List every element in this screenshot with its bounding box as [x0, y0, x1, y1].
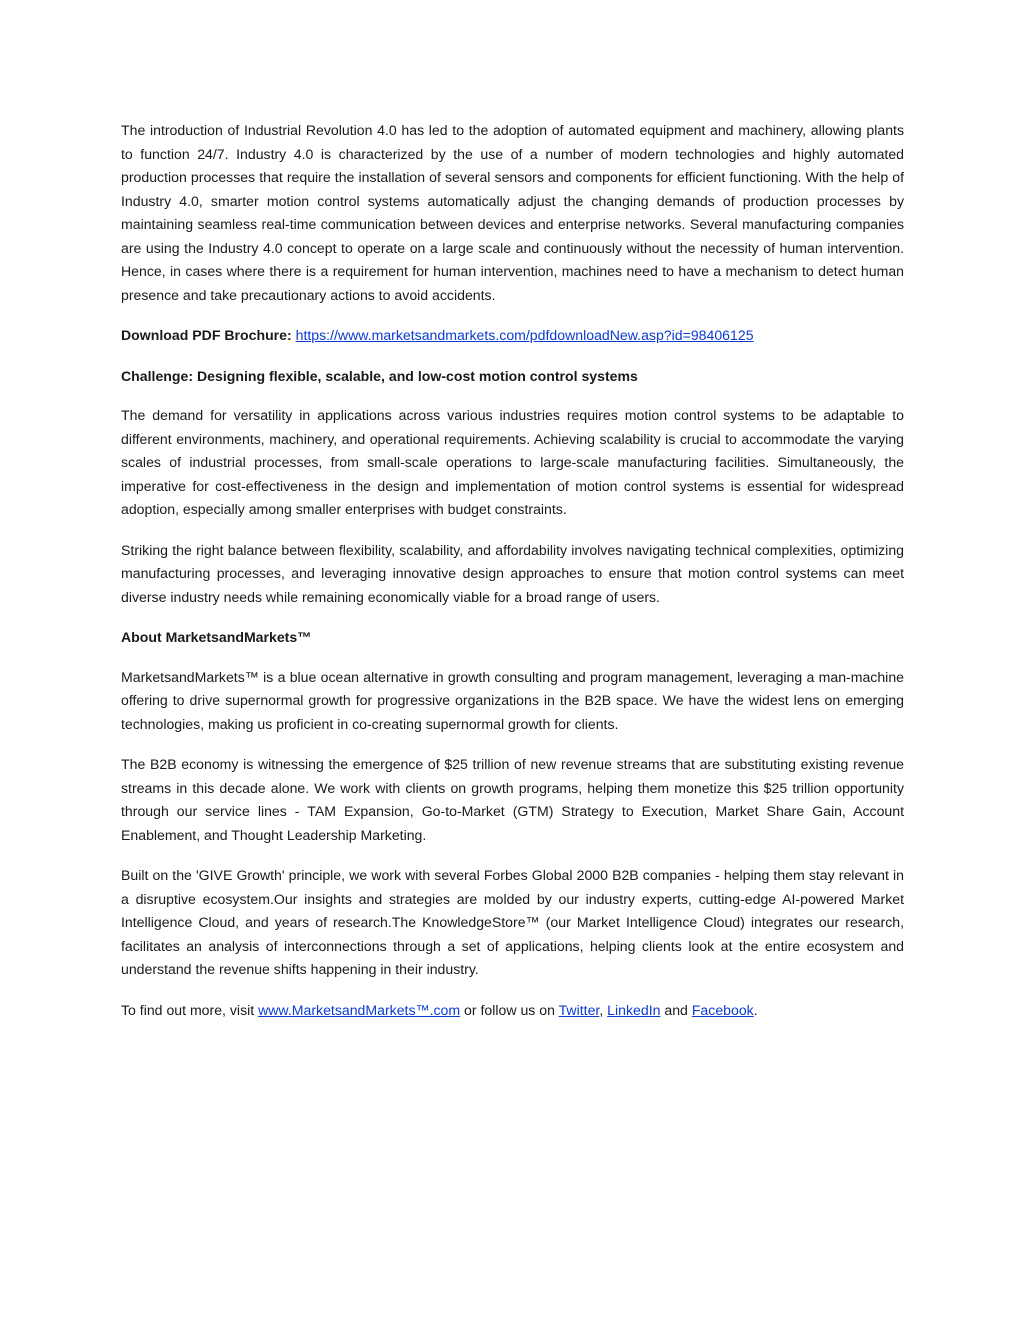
intro-paragraph: The introduction of Industrial Revolution 4.0 has led to the adoption of automated equipment and machinery, allowing plants to function 24/7. Industry 4.0 is characterized by the use of a number of modern technologies and highly automated production processes that require the installation of several sensors and components for efficient functioning. With the help of Industry 4.0, smarter motion control systems automatically adjust the changing demands of production processes by maintaining seamless real-time communication between devices and enterprise networks. Several manufacturing companies are using the Industry 4.0 concept to operate on a large scale and continuously without the necessity of human intervention. Hence, in cases where there is a requirement for human intervention, machines need to have a mechanism to detect human presence and take precautionary actions to avoid accidents. [121, 122, 904, 303]
closing-and: and [660, 1001, 692, 1018]
closing-line [121, 999, 904, 1023]
download-brochure-line [121, 324, 904, 348]
challenge-paragraph-2: Striking the right balance between flexibility, scalability, and affordability involves navigating technical complexities, optimizing manufacturing processes, and leveraging innovative design approaches to ensure that motion control systems can meet diverse industry needs while remaining economically viable for a broad range of users. [121, 541, 904, 605]
facebook-link[interactable]: Facebook [691, 1001, 754, 1018]
closing-comma: , [599, 1001, 608, 1018]
twitter-link[interactable]: Twitter [558, 1001, 600, 1018]
website-link[interactable]: www.MarketsandMarkets™.com [258, 1001, 461, 1018]
closing-middle: or follow us on [460, 1001, 559, 1018]
about-paragraph-1: MarketsandMarkets™ is a blue ocean alternative in growth consulting and program management, leveraging a man-machine offering to drive supernormal growth for progressive organizations in the B2B space. We have the widest lens on emerging technologies, making us proficient in co-creating supernormal growth for clients. [121, 668, 904, 732]
closing-period: . [753, 1001, 758, 1018]
about-heading: About MarketsandMarkets™ [121, 629, 312, 645]
about-paragraph-2: The B2B economy is witnessing the emergence of $25 trillion of new revenue streams that are substituting existing revenue streams in this decade alone. We work with clients on growth programs, helping them monetize this $25 trillion opportunity through our service lines - TAM Expansion, Go-to-Market (GTM) Strategy to Execution, Market Share Gain, Account Enablement, and Thought Leadership Marketing. [121, 756, 904, 843]
linkedin-link[interactable]: LinkedIn [607, 1001, 661, 1018]
download-label: Download PDF Brochure: [121, 327, 292, 343]
challenge-paragraph-1: The demand for versatility in applications across various industries requires motion control systems to be adaptable to different environments, machinery, and operational requirements. Achieving scalability is crucial to accommodate the varying scales of industrial processes, from small-scale operations to large-scale manufacturing facilities. Simultaneously, the imperative for cost-effectiveness in the design and implementation of motion control systems is essential for widespread adoption, especially among smaller enterprises with budget constraints. [121, 407, 904, 517]
brochure-download-link[interactable]: https://www.marketsandmarkets.com/pdfdownloadNew.asp?id=98406125 [295, 327, 754, 343]
closing-prefix: To find out more, visit [121, 1001, 259, 1018]
about-paragraph-3: Built on the 'GIVE Growth' principle, we work with several Forbes Global 2000 B2B companies - helping them stay relevant in a disruptive ecosystem.Our insights and strategies are molded by our industry experts, cutting-edge AI-powered Market Intelligence Cloud, and years of research.The KnowledgeStore™ (our Market Intelligence Cloud) integrates our research, facilitates an analysis of interconnections through a set of applications, helping clients look at the entire ecosystem and understand the revenue shifts happening in their industry. [121, 867, 904, 977]
challenge-heading: Challenge: Designing flexible, scalable, and low-cost motion control systems [121, 367, 638, 384]
document-page [121, 119, 904, 1039]
